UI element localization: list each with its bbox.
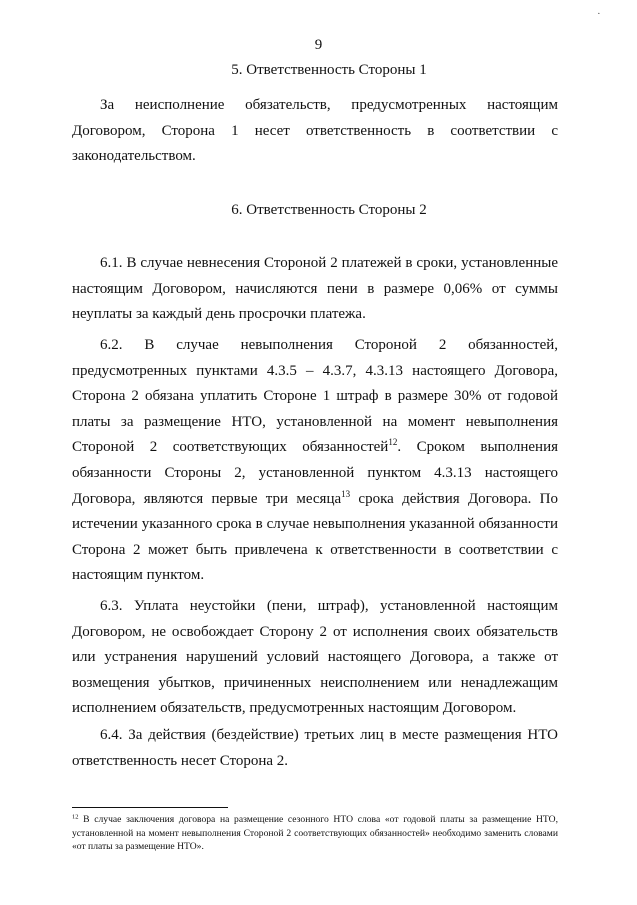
footnote-ref-12[interactable]: 12 <box>388 437 398 448</box>
section-5-paragraph: За неисполнение обязательств, предусмотренных настоящим Договором, Сторона 1 несет ответственность в соответствии с законодательством. <box>72 97 558 165</box>
section-5-heading: 5. Ответственность Стороны 1 <box>231 62 427 78</box>
paragraph-6-3: 6.3. Уплата неустойки (пени, штраф), установленной настоящим Договором, не освобождает Сторону 2 от исполнения своих обязательств или устранения нарушений условий настоящего Договора, а также от возмещения убытков, причиненных неисполнением или ненадлежащим исполнением обязательств, предусмотренных настоящим Договором. <box>72 598 558 717</box>
paragraph-6-2-text-3: срока действия Договора. По истечении указанного срока в случае невыполнения указанной обязанности Сторона 2 может быть привлечена к ответственности в соответствии с настоящим пунктом. <box>72 490 558 584</box>
paragraph-6-2 <box>72 333 558 589</box>
paragraph-6-4: 6.4. За действия (бездействие) третьих лиц в месте размещения НТО ответственность несет Сторона 2. <box>72 727 558 769</box>
footnote-ref-13[interactable]: 13 <box>341 488 351 499</box>
section-6-heading: 6. Ответственность Стороны 2 <box>231 202 427 218</box>
paragraph-6-1: 6.1. В случае невнесения Стороной 2 платежей в сроки, установленные настоящим Договором, начисляются пени в размере 0,06% от суммы неуплаты за каждый день просрочки платежа. <box>72 255 558 323</box>
corner-mark: · <box>597 8 601 20</box>
page-number: 9 <box>314 37 323 53</box>
footnote-text: В случае заключения договора на размещение сезонного НТО слова «от годовой платы за размещение НТО, установленной на момент невыполнения Стороной 2 соответствующих обязанностей» необходимо заменить словами «от платы за размещение НТО». <box>72 814 558 853</box>
paragraph-6-2-text-1: 6.2. В случае невыполнения Стороной 2 обязанностей, предусмотренных пунктами 4.3.5 – 4.3.7, 4.3.13 настоящего Договора, Сторона 2 обязана уплатить Стороне 1 штраф в размере 30% от годовой платы за размещение НТО, установленной на момент невыполнения Стороной 2 соответствующих обязанностей <box>72 337 558 456</box>
footnote-12 <box>72 813 558 854</box>
paragraph-6-2-text-2: . Сроком выполнения обязанности Стороны 2, установленной пунктом 4.3.13 настоящего Договора, являются первые три месяца <box>72 439 558 507</box>
footnote-mark: 12 <box>72 813 79 821</box>
footnote-divider <box>72 807 228 808</box>
